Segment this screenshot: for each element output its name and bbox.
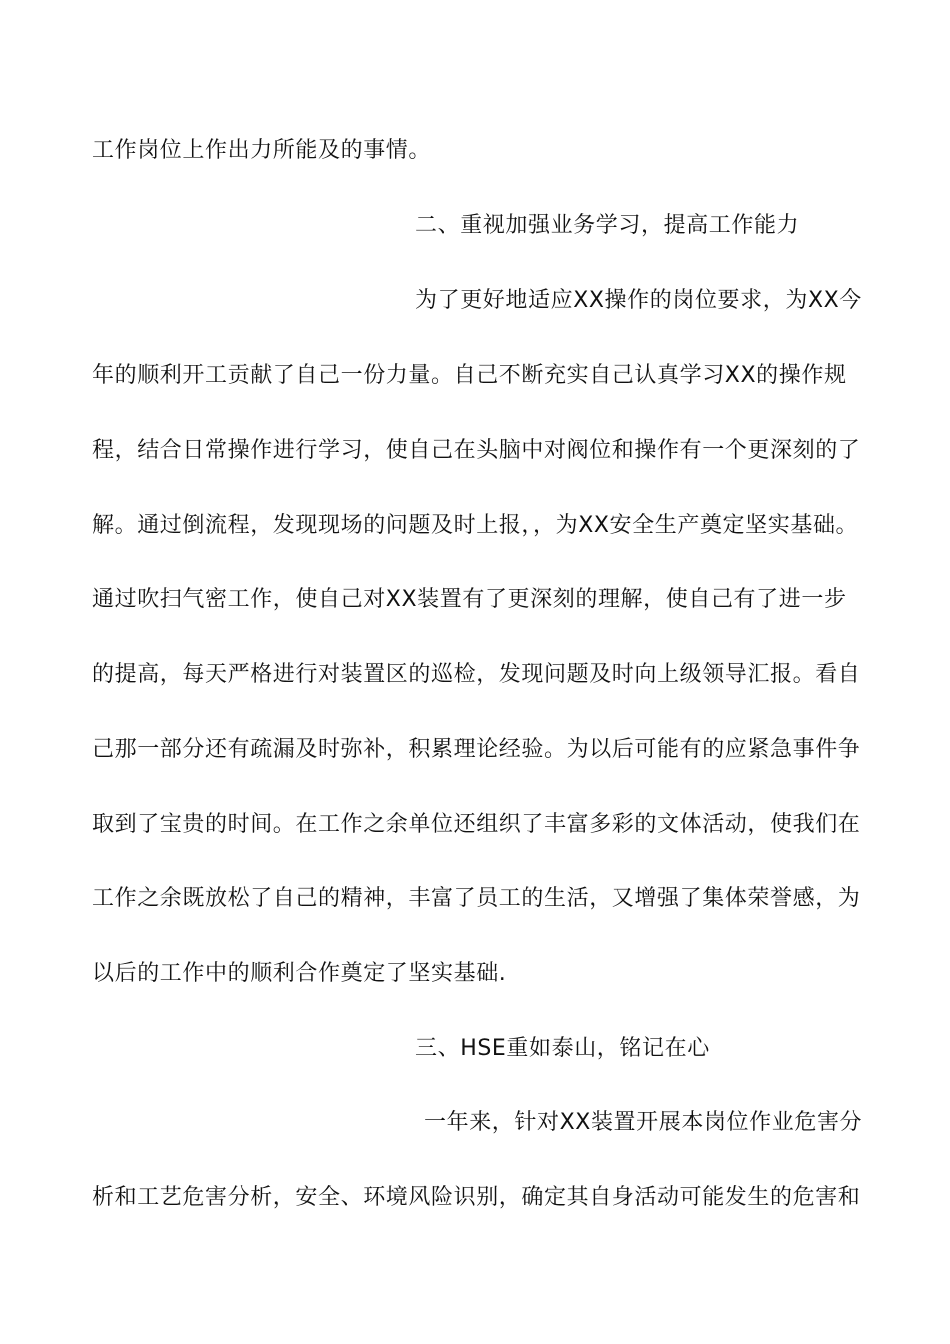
body-text-line-11: 工作之余既放松了自己的精神，丰富了员工的生活，又增强了集体荣誉感，为	[92, 886, 861, 911]
body-text-line-10: 取到了宝贵的时间。在工作之余单位还组织了丰富多彩的文体活动，使我们在	[92, 812, 861, 837]
body-text-line-9: 己那一部分还有疏漏及时弥补，积累理论经验。为以后可能有的应紧急事件争	[92, 737, 861, 762]
body-text-line-12: 以后的工作中的顺利合作奠定了坚实基础.	[92, 961, 507, 986]
body-text-line-8: 的提高，每天严格进行对装置区的巡检，发现问题及时向上级领导汇报。看自	[92, 662, 861, 687]
body-text-line-15: 析和工艺危害分析，安全、环境风险识别，确定其自身活动可能发生的危害和	[92, 1185, 861, 1210]
section-heading-3: 三、HSE重如泰山，铭记在心	[415, 1036, 710, 1061]
section-heading-2: 二、重视加强业务学习，提高工作能力	[415, 213, 800, 238]
body-text-line-7: 通过吹扫气密工作，使自己对XX装置有了更深刻的理解，使自己有了进一步	[92, 587, 847, 612]
body-text-line-5: 程，结合日常操作进行学习，使自己在头脑中对阀位和操作有一个更深刻的了	[92, 438, 861, 463]
paragraph-first-line: 一年来，针对XX装置开展本岗位作业危害分	[424, 1110, 863, 1135]
paragraph-first-line: 为了更好地适应XX操作的岗位要求，为XX今	[415, 288, 862, 313]
body-text-line-1: 工作岗位上作出力所能及的事情。	[92, 138, 432, 163]
body-text-line-4: 年的顺利开工贡献了自己一份力量。自己不断充实自己认真学习XX的操作规	[92, 363, 847, 388]
body-text-line-6: 解。通过倒流程，发现现场的问题及时上报，，为XX安全生产奠定坚实基础。	[92, 513, 859, 538]
